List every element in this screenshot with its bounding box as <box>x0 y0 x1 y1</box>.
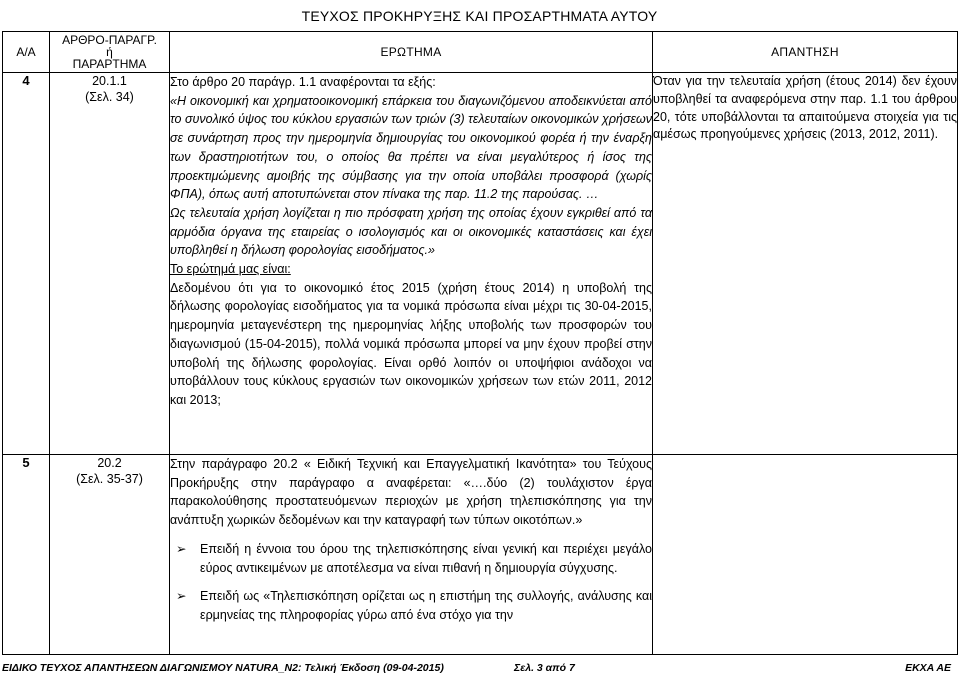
bullet-text: Επειδή ως «Τηλεπισκόπηση ορίζεται ως η επιστήμη της συλλογής, ανάλυσης και ερμηνείας της πληροφορίας γύρω από ένα στόχο για την <box>200 589 652 622</box>
row-article <box>50 73 170 455</box>
row-answer <box>653 73 958 455</box>
answer-text: Όταν για την τελευταία χρήση (έτους 2014) δεν έχουν υποβληθεί τα αναφερόμενα στην παρ. 1.1 του άρθρου 20, τότε υποβάλλονται τα απαιτούμενα στοιχεία για τις αμέσως προηγούμενες χρήσεις (2013, 2012, 2011). <box>653 74 957 142</box>
question-intro: Στην παράγραφο 20.2 « Ειδική Τεχνική και Επαγγελματική Ικανότητα» του Τεύχους Προκήρυξης στην παράγραφο α αναφέρεται: «….δύο (2) τουλάχιστον έργα παρακολούθησης προστατευόμενων περιοχών με χρήση τηλεπισκόπησης για την ανάπτυξη χωρικών δεδομένων και την καταγραφή των τύπων οικοτόπων.» <box>170 457 652 528</box>
header-question: ΕΡΩΤΗΜΑ <box>170 32 653 73</box>
header-article <box>50 32 170 73</box>
footer-organization: ΕΚΧΑ ΑΕ <box>905 662 951 674</box>
row-number: 5 <box>3 455 50 655</box>
row-article-ref: 20.1.1 <box>92 74 127 88</box>
table-header-row <box>3 32 958 73</box>
row-question <box>170 455 653 655</box>
row-article-page: (Σελ. 35-37) <box>76 472 143 486</box>
page-footer <box>2 662 957 676</box>
row-article-ref: 20.2 <box>97 456 122 470</box>
header-article-line-3: ΠΑΡΑΡΤΗΜΑ <box>72 57 147 71</box>
question-label: Το ερώτημά μας είναι: <box>170 262 291 277</box>
header-aa: Α/Α <box>3 32 50 73</box>
question-quote: «Η οικονομική και χρηματοοικονομική επάρκεια του διαγωνιζόμενου αποδεικνύεται από το συνολικό ύψος του κύκλου εργασιών των τριών (3) τελευταίων οικονομικών χρήσεων σε συνάρτηση προς την ημερομηνία δημιουργίας του οικονομικού φορέα ή την έναρξη των δραστηριοτήτων του, ο οποίος θα πρέπει να είναι μεγαλύτερος ή ίσος της προεκτιμώμενης αμοιβής της σύμβασης για την οποία υποβάλει προσφορά (χωρίς ΦΠΑ), όπως αυτή αποτυπώνεται στον πίνακα της παρ. 11.2 της παρούσας. … <box>170 93 652 202</box>
bullet-text: Επειδή η έννοια του όρου της τηλεπισκόπησης είναι γενική και περιέχει μεγάλο εύρος αντικειμένων με αποτέλεσμα να είναι πιθανή η δημιουργία σύγχυσης. <box>200 541 652 575</box>
row-answer <box>653 455 958 655</box>
question-quote: Ως τελευταία χρήση λογίζεται η πιο πρόσφατη χρήση της οποίας έχουν εγκριθεί από τα αρμόδια όργανα της εταιρείας ο ισολογισμός και οι οικονομικές καταστάσεις και έχει υποβληθεί η δήλωση φορολογίας εισοδήματος.» <box>170 205 652 258</box>
row-number: 4 <box>3 73 50 455</box>
header-answer: ΑΠΑΝΤΗΣΗ <box>653 32 958 73</box>
header-article-line-2: ή <box>106 45 113 59</box>
table-row <box>3 455 958 655</box>
qa-table <box>2 31 958 655</box>
row-question <box>170 73 653 455</box>
question-bullet <box>170 587 652 624</box>
arrow-bullet-icon: ➢ <box>176 541 187 556</box>
footer-page-number: Σελ. 3 από 7 <box>514 662 575 674</box>
document-title: ΤΕΥΧΟΣ ΠΡΟΚΗΡΥΞΗΣ ΚΑΙ ΠΡΟΣΑΡΤΗΜΑΤΑ ΑΥΤΟΥ <box>301 8 658 24</box>
question-bullet <box>170 540 652 577</box>
question-body: Δεδομένου ότι για το οικονομικό έτος 2015 (χρήση έτους 2014) η υποβολή της δήλωσης φορολογίας εισοδήματος για τα νομικά πρόσωπα είναι μέχρι τις 30-04-2015, ημερομηνία μεταγενέστερη της ημερομηνίας λήξης υποβολής των προσφορών του διαγωνισμού (15-04-2015), πολλά νομικά πρόσωπα μπορεί να μην έχουν προβεί στην υποβολή της δήλωσης φορολογίας. Είναι ορθό λοιπόν οι υποψήφιοι ανάδοχοι να υποβάλλουν τους κύκλους εργασιών των οικονομικών χρήσεων των ετών 2011, 2012 και 2013; <box>170 280 652 407</box>
footer-document-title: ΕΙΔΙΚΟ ΤΕΥΧΟΣ ΑΠΑΝΤΗΣΕΩΝ ΔΙΑΓΩΝΙΣΜΟΥ NATURA_N2: Τελική Έκδοση (09-04-2015) <box>2 662 444 674</box>
question-intro: Στο άρθρο 20 παράγρ. 1.1 αναφέρονται τα εξής: <box>170 75 436 89</box>
arrow-bullet-icon: ➢ <box>176 589 187 604</box>
header-article-line-1: ΑΡΘΡΟ-ΠΑΡΑΓΡ. <box>62 33 157 47</box>
row-article-page: (Σελ. 34) <box>85 90 134 104</box>
table-row <box>3 73 958 455</box>
row-article <box>50 455 170 655</box>
